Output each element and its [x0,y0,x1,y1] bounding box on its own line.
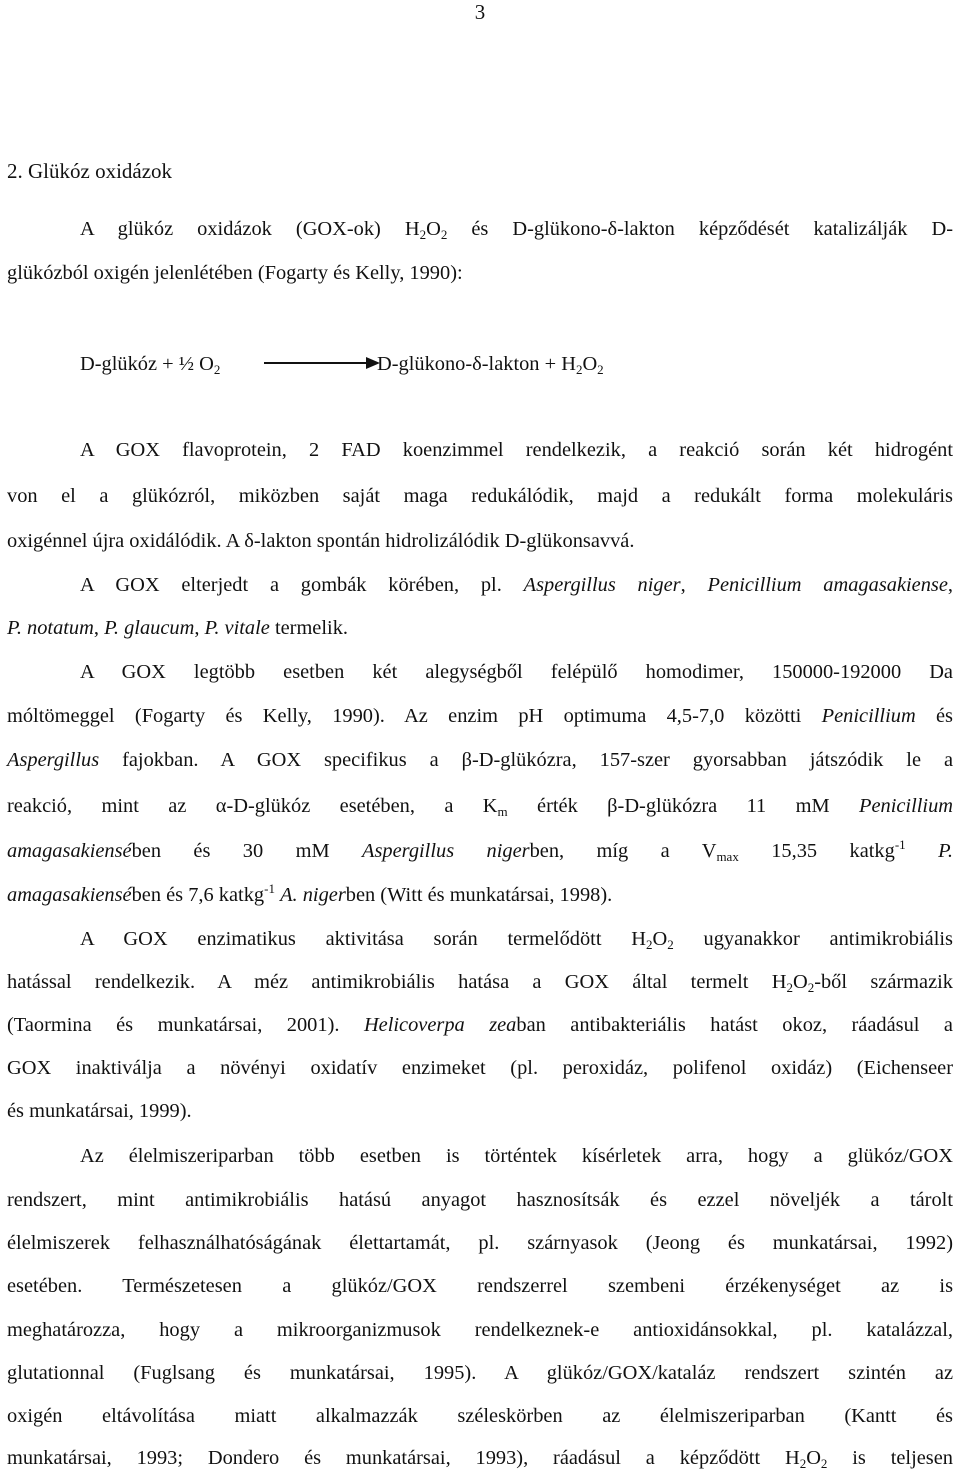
equation-products: D-glükono-δ-lakton + $H_2O_2$ [377,353,604,377]
para6-line3: élelmiszerek felhasználhatóságának élettartamát, pl. szárnyasok (Jeong és munkatársai, 1992) [7,1232,953,1254]
para6-line1: Az élelmiszeriparban több esetben is történtek kísérletek arra, hogy a glükóz/GOX [80,1145,953,1167]
para5-line5: és munkatársai, 1999). [7,1100,192,1122]
para2-line2: von el a glükózról, miközben saját maga redukálódik, majd a redukált forma molekuláris [7,485,953,507]
para6-line4: esetében. Természetesen a glükóz/GOX rendszerrel szembeni érzékenységet az is [7,1275,953,1297]
reaction-arrow-icon [262,355,382,371]
para4-line3: Aspergillus fajokban. A GOX specifikus a β-D-glükózra, 157-szer gyorsabban játszódik le a [7,749,953,771]
para5-line2: hatással rendelkezik. A méz antimikrobiális hatása a GOX által termelt $H_2O_2$-ből származik [7,971,953,995]
para1-line1: A glükóz oxidázok (GOX-ok) $H_2O_2$ és D-glükono-δ-lakton képződését katalizálják D- [80,218,953,242]
equation-reactants: D-glükóz + ½ $O_2$ [80,353,221,377]
para6-line8: munkatársai, 1993; Dondero és munkatársai, 1993), ráadásul a képződött $H_2O_2$ is teljesen [7,1447,953,1471]
para4-line6: amagasakiensében és 7,6 katkg$^{-1}$ A. nigerben (Witt és munkatársai, 1998). [7,881,613,906]
para5-line4: GOX inaktiválja a növényi oxidatív enzimeket (pl. peroxidáz, polifenol oxidáz) (Eichenseer [7,1057,953,1079]
para6-line5: meghatározza, hogy a mikroorganizmusok rendelkeznek-e antioxidánsokkal, pl. katalázzal, [7,1319,953,1341]
para2-line1: A GOX flavoprotein, 2 FAD koenzimmel rendelkezik, a reakció során két hidrogént [80,439,953,461]
section-heading: 2. Glükóz oxidázok [7,159,173,183]
para6-line2: rendszert, mint antimikrobiális hatású anyagot hasznosítsák és ezzel növeljék a tárolt [7,1189,953,1211]
para1-line2: glükózból oxigén jelenlétében (Fogarty és Kelly, 1990): [7,262,463,284]
para5-line1: A GOX enzimatikus aktivitása során termelődött $H_2O_2$ ugyanakkor antimikrobiális [80,928,953,952]
para4-line2: móltömeggel (Fogarty és Kelly, 1990). Az enzim pH optimuma 4,5-7,0 közötti Penicillium és [7,705,953,727]
para5-line3: (Taormina és munkatársai, 2001). Helicoverpa zeaban antibakteriális hatást okoz, ráadásul a [7,1014,953,1036]
para3-line2: P. notatum, P. glaucum, P. vitale termelik. [7,617,348,639]
para4-line1: A GOX legtöbb esetben két alegységből felépülő homodimer, 150000-192000 Da [80,661,953,683]
page-number: 3 [474,0,486,24]
para2-line3: oxigénnel újra oxidálódik. A δ-lakton spontán hidrolizálódik D-glükonsavvá. [7,530,635,552]
para4-line4: reakció, mint az α-D-glükóz esetében, a $K_m$ érték β-D-glükózra 11 mM Penicillium [7,795,953,819]
para4-line5: amagasakiensében és 30 mM Aspergillus nigerben, míg a $V_{max}$ 15,35 katkg$^{-1}$ P. [7,837,953,864]
para6-line6: glutationnal (Fuglsang és munkatársai, 1995). A glükóz/GOX/kataláz rendszert szintén az [7,1362,953,1384]
para3-line1: A GOX elterjedt a gombák körében, pl. Aspergillus niger, Penicillium amagasakiense, [80,574,954,596]
para6-line7: oxigén eltávolítása miatt alkalmazzák széleskörben az élelmiszeriparban (Kantt és [7,1405,953,1427]
